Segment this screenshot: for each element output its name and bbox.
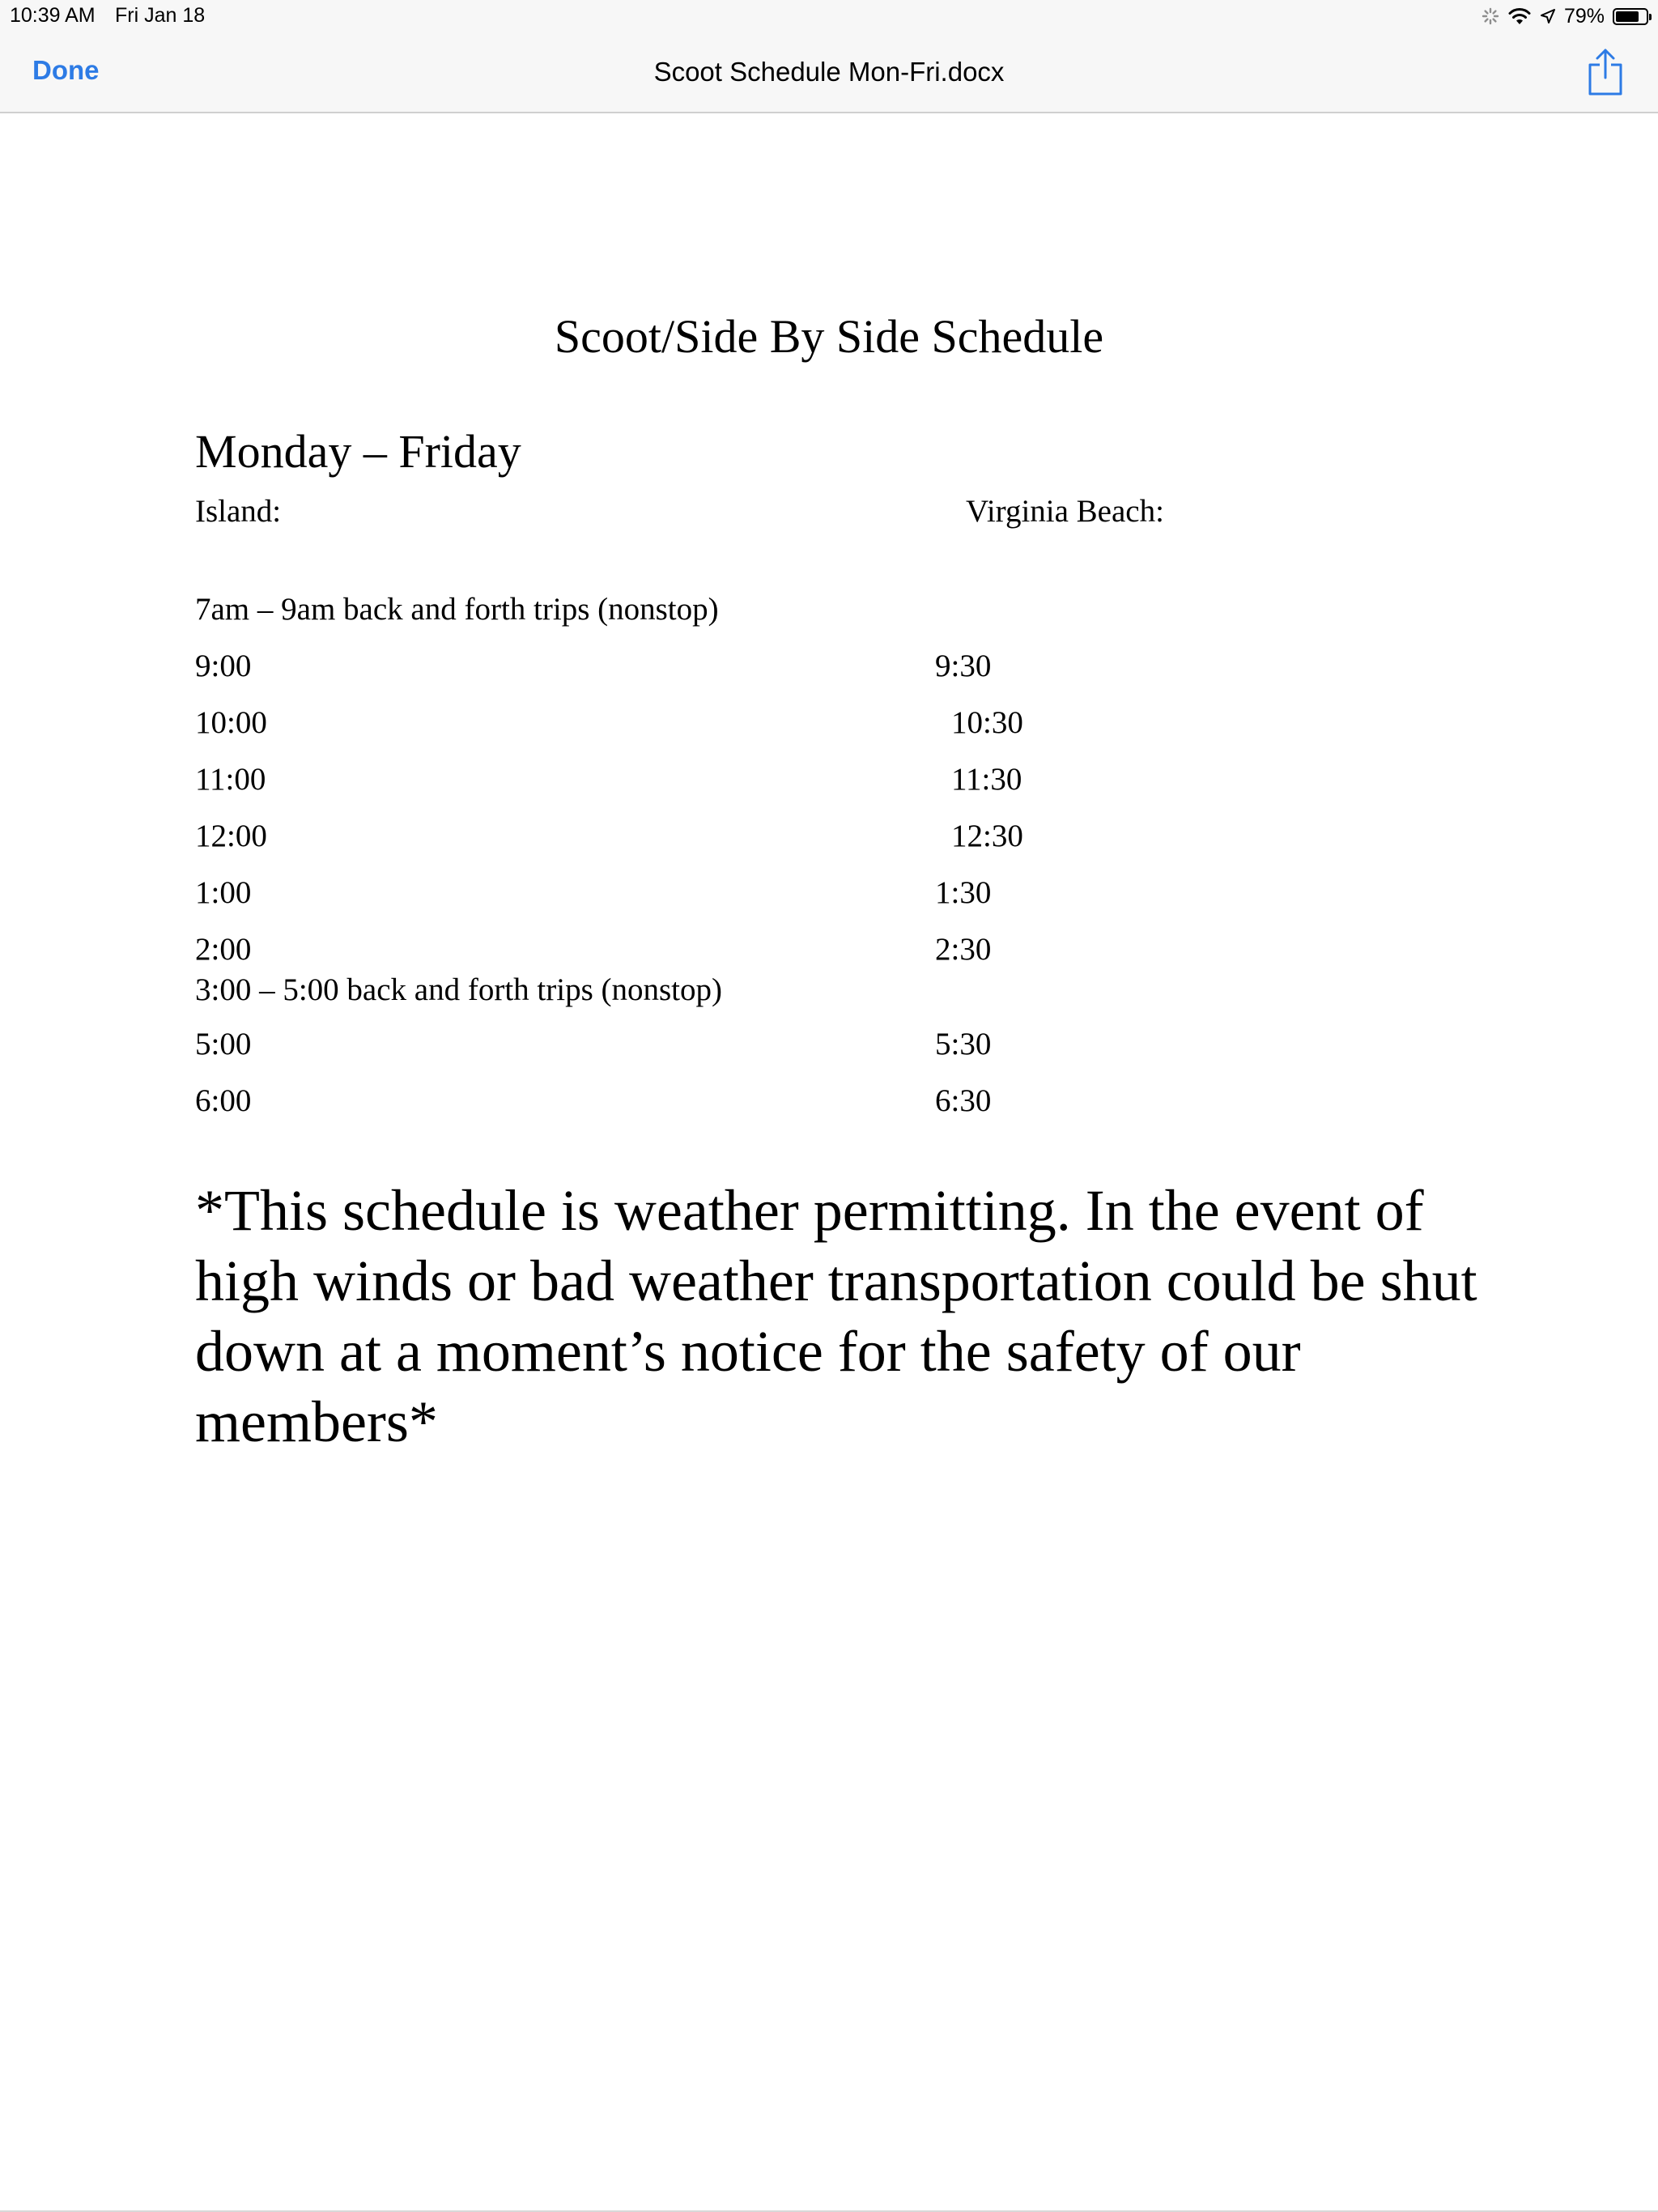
document-title: Scoot Schedule Mon-Fri.docx bbox=[653, 57, 1005, 87]
vb-time: 5:30 bbox=[935, 1027, 992, 1061]
status-time: 10:39 AM bbox=[10, 4, 96, 27]
island-time: 9:00 bbox=[195, 649, 252, 683]
island-column-label: Island: bbox=[195, 494, 282, 529]
vb-time: 9:30 bbox=[935, 649, 992, 683]
battery-nub bbox=[1649, 14, 1652, 20]
done-button[interactable]: Done bbox=[32, 55, 100, 85]
vb-time: 10:30 bbox=[951, 705, 1023, 740]
battery-icon bbox=[1613, 8, 1648, 25]
vb-time: 1:30 bbox=[935, 875, 992, 910]
navigation-bar bbox=[0, 32, 1658, 113]
island-time: 2:00 bbox=[195, 932, 252, 967]
island-time: 11:00 bbox=[195, 762, 266, 797]
morning-note: 7am – 9am back and forth trips (nonstop) bbox=[195, 592, 719, 627]
island-time: 5:00 bbox=[195, 1027, 252, 1061]
schedule-title: Scoot/Side By Side Schedule bbox=[554, 310, 1104, 363]
status-bar bbox=[0, 0, 1658, 32]
location-arrow-icon bbox=[1540, 8, 1556, 24]
weather-notice: *This schedule is weather permitting. In the event of high winds or bad weather transportation could be shut down at a moment’s notice for the safety of our members* bbox=[195, 1178, 1477, 1454]
island-time: 10:00 bbox=[195, 705, 267, 740]
afternoon-note: 3:00 – 5:00 back and forth trips (nonstop) bbox=[195, 972, 722, 1007]
status-indicators bbox=[1482, 3, 1648, 29]
island-time: 1:00 bbox=[195, 875, 252, 910]
vb-time: 6:30 bbox=[935, 1083, 992, 1118]
battery-percent: 79% bbox=[1563, 4, 1605, 28]
document-page bbox=[0, 115, 1658, 2212]
island-time: 6:00 bbox=[195, 1083, 252, 1118]
status-date: Fri Jan 18 bbox=[115, 4, 206, 27]
vb-time: 2:30 bbox=[935, 932, 992, 967]
vb-time: 11:30 bbox=[951, 762, 1022, 797]
battery-level bbox=[1616, 11, 1639, 22]
wifi-icon bbox=[1507, 7, 1532, 25]
vb-time: 12:30 bbox=[951, 819, 1023, 853]
virginia-beach-column-label: Virginia Beach: bbox=[966, 494, 1164, 529]
island-time: 12:00 bbox=[195, 819, 267, 853]
share-icon[interactable] bbox=[1587, 47, 1624, 97]
days-heading: Monday – Friday bbox=[195, 425, 521, 478]
activity-spinner-icon bbox=[1482, 7, 1499, 25]
